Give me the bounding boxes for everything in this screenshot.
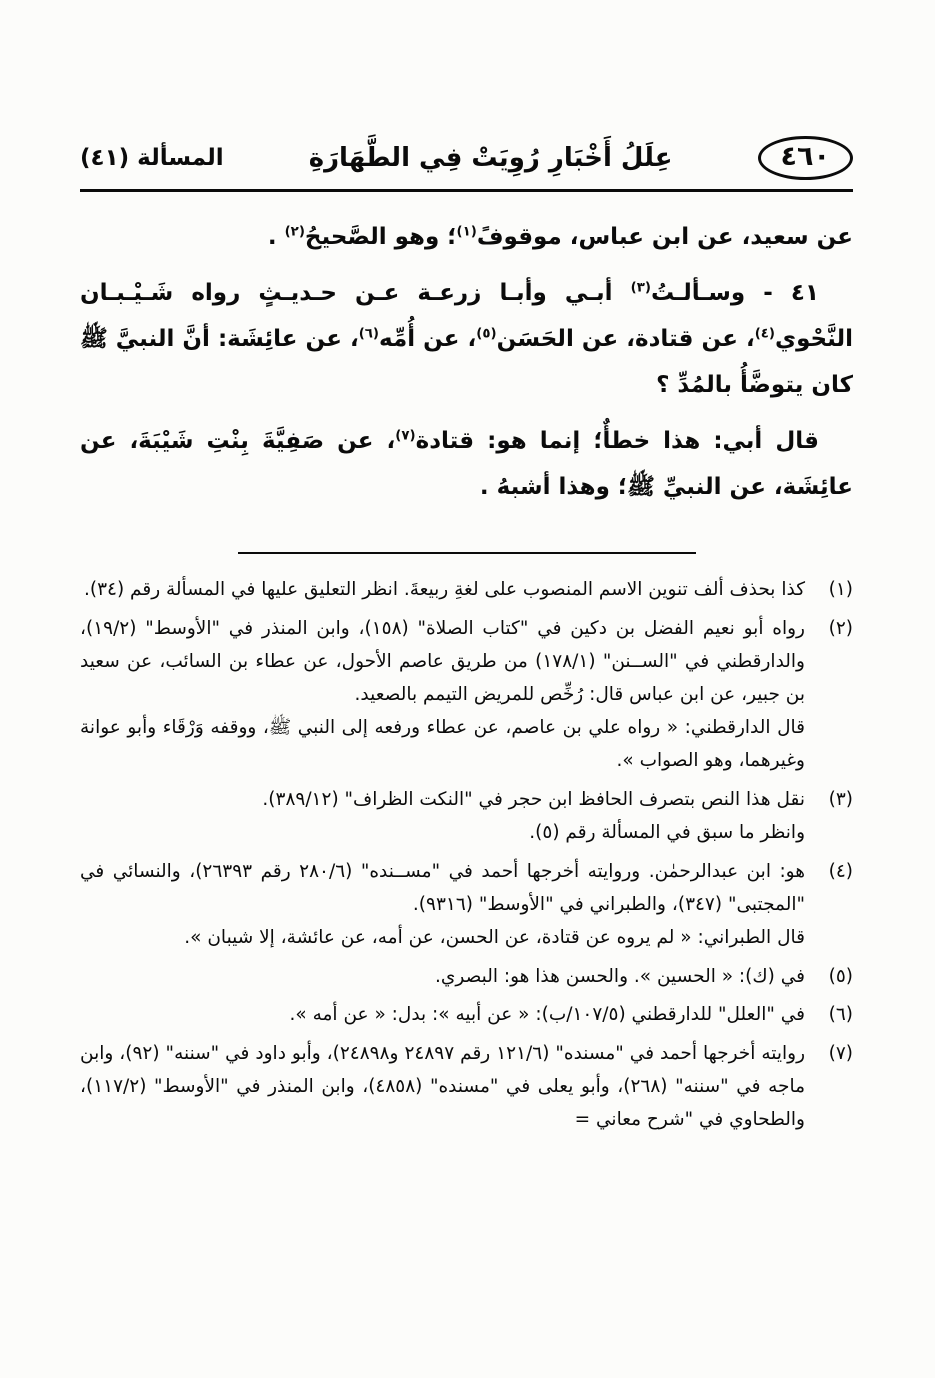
footnote-paragraph: نقل هذا النص بتصرف الحافظ ابن حجر في "النكت الظراف" (٣٨٩/١٢).	[262, 788, 805, 810]
footnote-ref: (٧)	[395, 428, 416, 444]
footnote	[80, 961, 853, 994]
footnote-text	[80, 784, 805, 850]
footnote-text	[80, 613, 805, 778]
section-title: المسألة (٤١)	[80, 145, 224, 172]
footnote-number: (٦)	[828, 1004, 853, 1026]
footnote	[80, 784, 853, 850]
footnote-text	[80, 999, 805, 1032]
footnote-ref: (٤)	[754, 326, 776, 342]
footnote	[80, 613, 853, 778]
footnote-paragraph: هو: ابن عبدالرحمٰن. وروايته أخرجها أحمد في "مســنده" (٢٨٠/٦ رقم ٢٦٣٩٣)، والنسائي في "المجتبى" (٣٤٧)، والطبراني في "الأوسط" (٩٣١٦).	[80, 860, 805, 915]
footnote-paragraph: وانظر ما سبق في المسألة رقم (٥).	[529, 821, 805, 843]
footnote	[80, 574, 853, 607]
body-paragraph: قال أبي: هذا خطأٌ؛ إنما هو: قتادة$^{(٧)}$، عن صَفِيَّةَ بِنْتِ شَيْبَةَ، عن عائِشَة، عن النبيِّ ﷺ؛ وهذا أشبهُ .	[80, 428, 853, 501]
footnote-paragraph: في "العلل" للدارقطني (١٠٧/٥/ب): « عن أبيه »: بدل: « عن أمه ».	[289, 1004, 805, 1026]
footnote	[80, 999, 853, 1032]
body-paragraph: عن سعيد، عن ابن عباس، موقوفً$^{(١)}$؛ وهو الصَّحيحُ$^{(٢)}$ .	[267, 224, 853, 251]
footnote-number: (٥)	[828, 965, 853, 987]
footnote	[80, 1038, 853, 1137]
page-header	[80, 136, 853, 180]
footnote-text	[80, 961, 805, 994]
footnote-number: (٢)	[828, 618, 853, 640]
footnote-ref: (٥)	[476, 326, 497, 342]
header-rule	[80, 189, 853, 192]
footnote-separator	[238, 552, 696, 554]
footnote-paragraph: قال الطبراني: « لم يروه عن قتادة، عن الحسن، عن أمه، عن عائشة، إلا شيبان ».	[184, 926, 805, 948]
book-title: عِلَلُ أَخْبَارِ رُوِيَتْ فِي الطَّهَارَةِ	[308, 143, 673, 174]
footnote-number: (٣)	[828, 788, 853, 810]
body-paragraph: ٤١ - وسـألـتُ$^{(٣)}$ أبـي وأبـا زرعـة عـن حـديـثٍ رواه شَـيْـبـان النَّحْوي$^{(٤)}$، عن قتادة، عن الحَسَن$^{(٥)}$، عن أُمِّه$^{(٦)}$، عن عائِشَة: أنَّ النبيَّ ﷺ كان يتوضَّأُ بالمُدِّ ؟	[80, 280, 853, 399]
page-number-oval: ٤٦٠	[758, 136, 853, 180]
footnote-paragraph: في (ك): « الحسين ». والحسن هذا هو: البصري.	[435, 965, 805, 987]
footnote-text	[80, 856, 805, 955]
footnote-ref: (٢)	[284, 224, 305, 240]
body-text	[80, 214, 853, 510]
footnote-paragraph: قال الدارقطني: « رواه علي بن عاصم، عن عطاء ورفعه إلى النبي ﷺ، ووقفه وَرْقَاء وأبو عوانة وغيرهما، وهو الصواب ».	[80, 717, 805, 771]
footnote	[80, 856, 853, 955]
footnotes-section	[80, 574, 853, 1137]
footnote-paragraph: كذا بحذف ألف تنوين الاسم المنصوب على لغةِ ربيعةَ. انظر التعليق عليها في المسألة رقم (٣٤).	[83, 579, 805, 601]
footnote-number: (٧)	[828, 1043, 853, 1065]
footnote-ref: (١)	[456, 224, 477, 240]
footnote-ref: (٣)	[630, 280, 651, 296]
footnote-number: (١)	[828, 579, 853, 601]
footnote-paragraph: روايته أخرجها أحمد في "مسنده" (١٢١/٦ رقم ٢٤٨٩٧ و٢٤٨٩٨)، وأبو داود في "سننه" (٩٢)، وابن ماجه في "سننه" (٢٦٨)، وأبو يعلى في "مسنده" (٤٨٥٨)، وابن المنذر في "الأوسط" (١١٧/٢)، والطحاوي في "شرح معاني =	[80, 1043, 805, 1131]
footnote-text	[80, 574, 805, 607]
footnote-text	[80, 1038, 805, 1137]
footnote-ref: (٦)	[358, 326, 380, 342]
footnote-paragraph: رواه أبو نعيم الفضل بن دكين في "كتاب الصلاة" (١٥٨)، وابن المنذر في "الأوسط" (١٩/٢)، والدارقطني في "الســنن" (١٧٨/١) من طريق عاصم الأحول، عن عطاء بن السائب، عن سعيد بن جبير، عن ابن عباس قال: رُخِّص للمريض التيمم بالصعيد.	[80, 618, 805, 706]
footnote-number: (٤)	[828, 860, 853, 882]
